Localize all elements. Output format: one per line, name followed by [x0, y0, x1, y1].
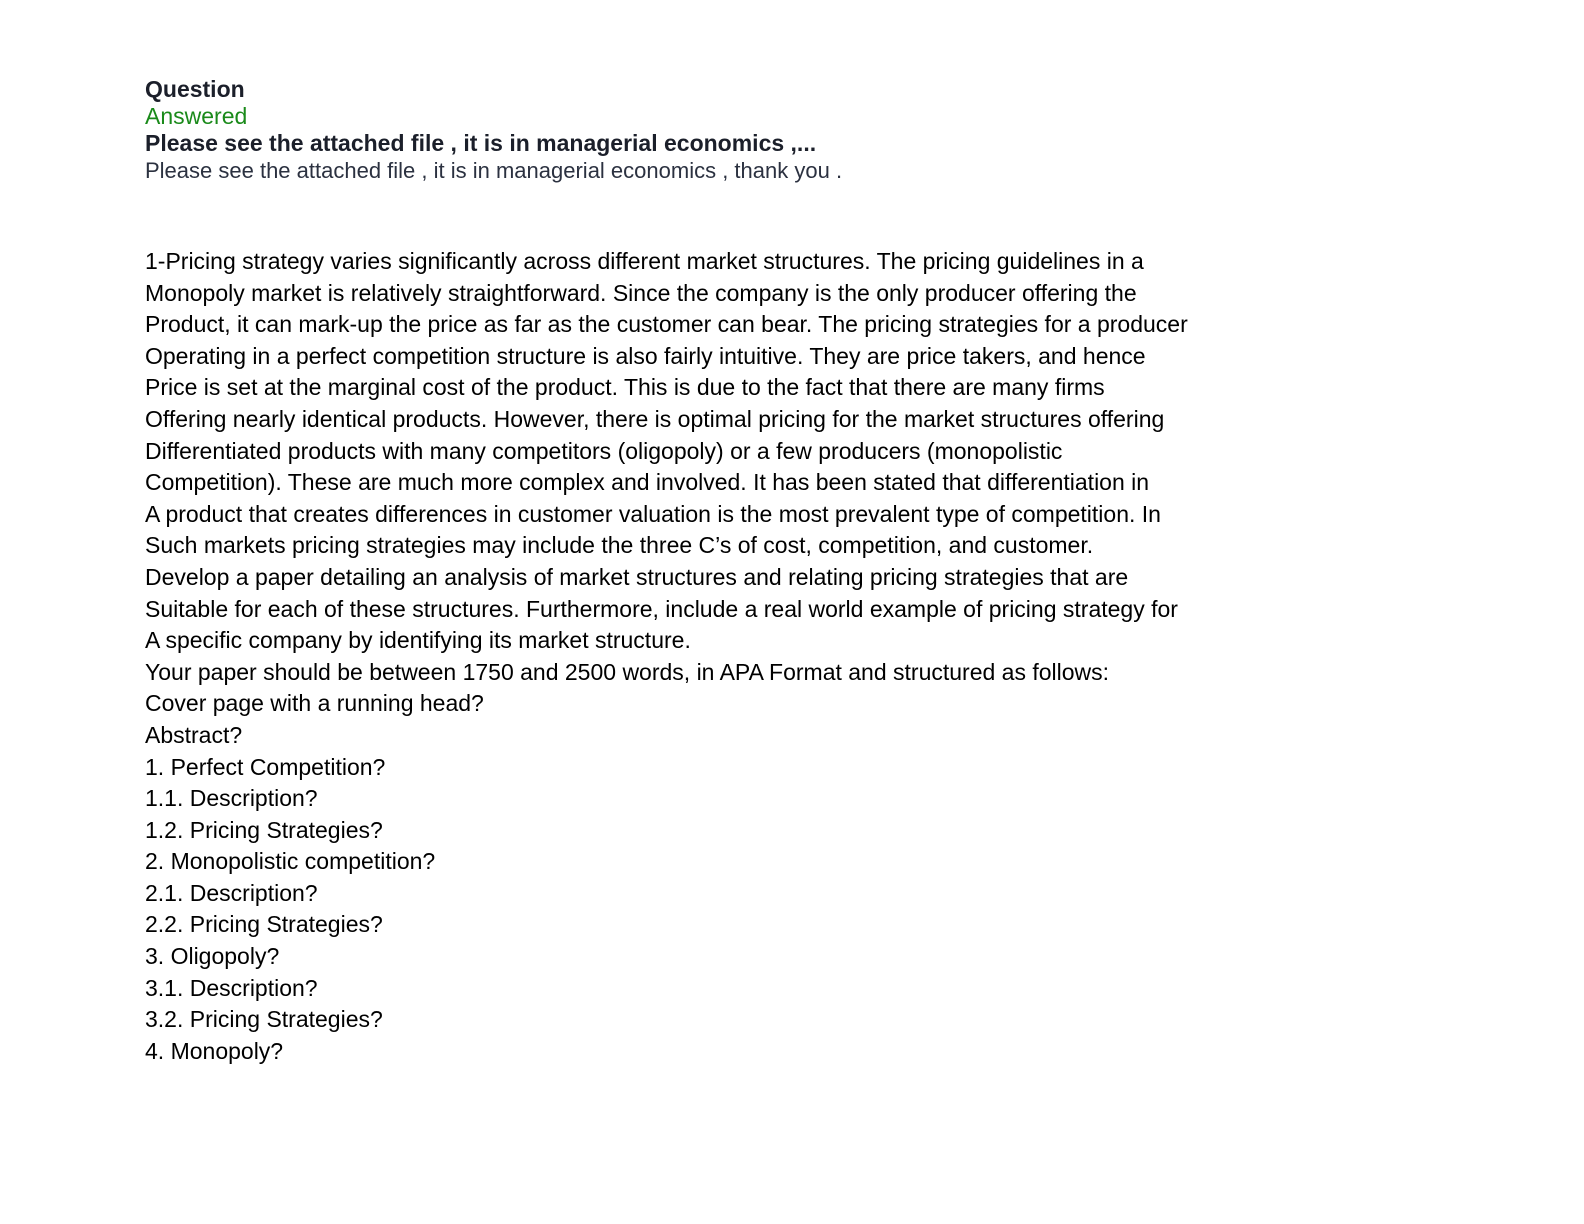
- outline-item-description: 1.1. Description?: [145, 785, 318, 812]
- outline-item-pricing-strategies: 3.2. Pricing Strategies?: [145, 1006, 383, 1033]
- body-line: Operating in a perfect competition structure is also fairly intuitive. They are price takers, and hence: [145, 342, 1146, 369]
- question-title: Please see the attached file , it is in managerial economics ,...: [145, 130, 817, 156]
- body-line: 1-Pricing strategy varies significantly across different market structures. The pricing guidelines in a: [145, 248, 1144, 274]
- outline-item-pricing-strategies: 2.2. Pricing Strategies?: [145, 911, 383, 938]
- body-line: Such markets pricing strategies may include the three C’s of cost, competition, and customer.: [145, 532, 1094, 559]
- question-body: [145, 246, 1445, 1067]
- body-line: Monopoly market is relatively straightforward. Since the company is the only producer offering the: [145, 279, 1137, 306]
- outline-item-monopoly: 4. Monopoly?: [145, 1037, 284, 1064]
- body-line: Suitable for each of these structures. Furthermore, include a real world example of pricing strategy for: [145, 595, 1178, 622]
- body-line: A specific company by identifying its market structure.: [145, 627, 691, 654]
- body-line: Differentiated products with many competitors (oligopoly) or a few producers (monopolistic: [145, 437, 1063, 464]
- body-line: Price is set at the marginal cost of the product. This is due to the fact that there are many firms: [145, 374, 1105, 401]
- section-label: Question: [145, 76, 245, 102]
- body-line: Product, it can mark-up the price as far as the customer can bear. The pricing strategies for a producer: [145, 311, 1188, 338]
- outline-item-cover-page: Cover page with a running head?: [145, 690, 484, 717]
- outline-item-description: 2.1. Description?: [145, 879, 318, 906]
- body-line: Offering nearly identical products. However, there is optimal pricing for the market structures offering: [145, 405, 1165, 432]
- body-line: Develop a paper detailing an analysis of market structures and relating pricing strategies that are: [145, 563, 1129, 590]
- document-page: [145, 76, 1445, 1067]
- status-label: Answered: [145, 103, 248, 129]
- question-description: Please see the attached file , it is in managerial economics , thank you .: [145, 158, 843, 183]
- body-line: A product that creates differences in customer valuation is the most prevalent type of competition. In: [145, 500, 1161, 527]
- outline-item-abstract: Abstract?: [145, 721, 243, 748]
- outline-item-perfect-competition: 1. Perfect Competition?: [145, 753, 386, 780]
- outline-item-description: 3.1. Description?: [145, 974, 318, 1001]
- body-line: Your paper should be between 1750 and 2500 words, in APA Format and structured as follows:: [145, 658, 1110, 685]
- outline-item-oligopoly: 3. Oligopoly?: [145, 943, 280, 970]
- outline-item-monopolistic-competition: 2. Monopolistic competition?: [145, 848, 436, 875]
- body-line: Competition). These are much more complex and involved. It has been stated that differentiation in: [145, 469, 1150, 496]
- outline-item-pricing-strategies: 1.2. Pricing Strategies?: [145, 816, 383, 843]
